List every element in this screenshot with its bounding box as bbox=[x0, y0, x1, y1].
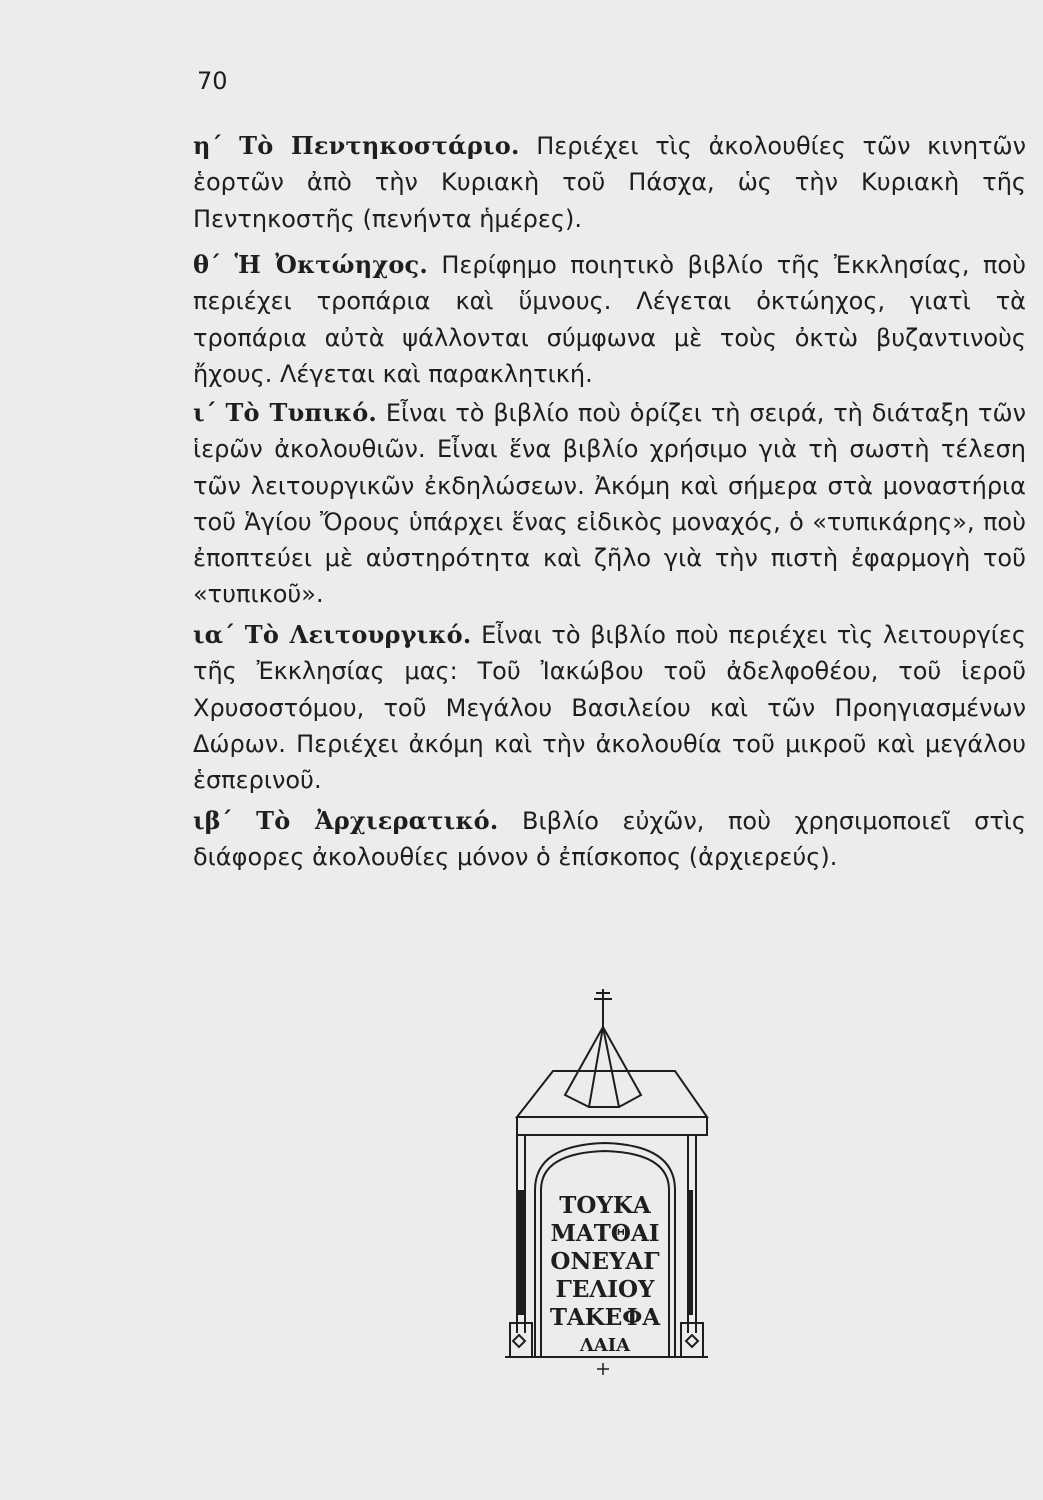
entry-number: ιβ΄ bbox=[193, 806, 233, 835]
entry-title: Ἡ Ὀκτώηχος. bbox=[234, 250, 428, 279]
inscription-line: ΤΟΥΚΑ bbox=[559, 1192, 651, 1219]
entry-number: ι΄ bbox=[193, 398, 217, 427]
entry-pentekostarion bbox=[193, 128, 1026, 237]
entry-text: Περίφημο ποιητικὸ βιβλίο τῆς Ἐκκλησίας, ποὺ περιέχει τροπάρια καὶ ὕμνους. Λέγεται ὀκτώηχος, γιατὶ τὰ τροπάρια αὐτὰ ψάλλονται σύμφωνα μὲ τοὺς ὀκτὼ βυζαντινοὺς ἤχους. Λέγεται καὶ παρακλητική. bbox=[193, 251, 1026, 388]
cross-icon bbox=[594, 989, 612, 1027]
inscription-line: ΟΝΕΥΑΓ bbox=[550, 1248, 660, 1275]
entry-number: θ΄ bbox=[193, 250, 222, 279]
entry-text: Εἶναι τὸ βιβλίο ποὺ περιέχει τὶς λειτουργίες τῆς Ἐκκλησίας μας: Τοῦ Ἰακώβου τοῦ ἀδελφοθέου, τοῦ ἱεροῦ Χρυσοστόμου, τοῦ Μεγάλου Βασιλείου καὶ τῶν Προηγιασμένων Δώρων. Περιέχει ἀκόμη καὶ τὴν ἀκολουθία τοῦ μικροῦ καὶ μεγάλου ἑσπερινοῦ. bbox=[193, 621, 1026, 795]
entry-text: Εἶναι τὸ βιβλίο ποὺ ὁρίζει τὴ σειρά, τὴ διάταξη τῶν ἱερῶν ἀκολουθιῶν. Εἶναι ἕνα βιβλίο χρήσιμο γιὰ τὴ σωστὴ τέλεση τῶν λειτουργικῶν ἐκδηλώσεων. Ἀκόμη καὶ σήμερα στὰ μοναστήρια τοῦ Ἁγίου Ὄρους ὑπάρχει ἕνας εἰδικὸς μοναχός, ὁ «τυπικάρης», ποὺ ἐποπτεύει μὲ αὐστηρότητα καὶ ζῆλο γιὰ τὴν πιστὴ ἐφαρμογὴ τοῦ «τυπικοῦ». bbox=[193, 399, 1026, 609]
inscription-line: ΓΕΛΙΟΥ bbox=[555, 1276, 655, 1303]
entry-number: ια΄ bbox=[193, 620, 236, 649]
cupola-shape bbox=[565, 1027, 641, 1107]
ornament-icon bbox=[597, 1363, 609, 1375]
entry-number: η΄ bbox=[193, 131, 223, 160]
canopy-slab bbox=[517, 1071, 707, 1117]
entry-title: Τὸ Τυπικό. bbox=[225, 398, 377, 427]
entry-title: Τὸ Λειτουργικό. bbox=[244, 620, 472, 649]
entry-archieratikon bbox=[193, 803, 1026, 876]
entry-typikon bbox=[193, 395, 1026, 613]
inscription-line: ΤΑΚΕΦΑ bbox=[549, 1304, 661, 1331]
inscription-line: ΜΑΤΘΑΙ bbox=[550, 1220, 660, 1247]
entry-oktoechos bbox=[193, 247, 1026, 392]
gospel-shrine-illustration bbox=[495, 985, 725, 1385]
entry-title: Τὸ Ἀρχιερατικό. bbox=[256, 806, 499, 835]
entry-text: Βιβλίο εὐχῶν, ποὺ χρησιμοποιεῖ στὶς διάφορες ἀκολουθίες μόνον ὁ ἐπίσκοπος (ἀρχιερεύς). bbox=[193, 807, 1026, 872]
page-number: 70 bbox=[197, 67, 228, 95]
inscription-line: ΛΑΙΑ bbox=[579, 1335, 631, 1356]
entry-leitourgikon bbox=[193, 617, 1026, 798]
entry-text: Περιέχει τὶς ἀκολουθίες τῶν κινητῶν ἑορτῶν ἀπὸ τὴν Κυριακὴ τοῦ Πάσχα, ὡς τὴν Κυριακὴ τῆς Πεντηκοστῆς (πενήντα ἡμέρες). bbox=[193, 132, 1026, 233]
entry-title: Τὸ Πεντηκοστάριο. bbox=[239, 131, 520, 160]
